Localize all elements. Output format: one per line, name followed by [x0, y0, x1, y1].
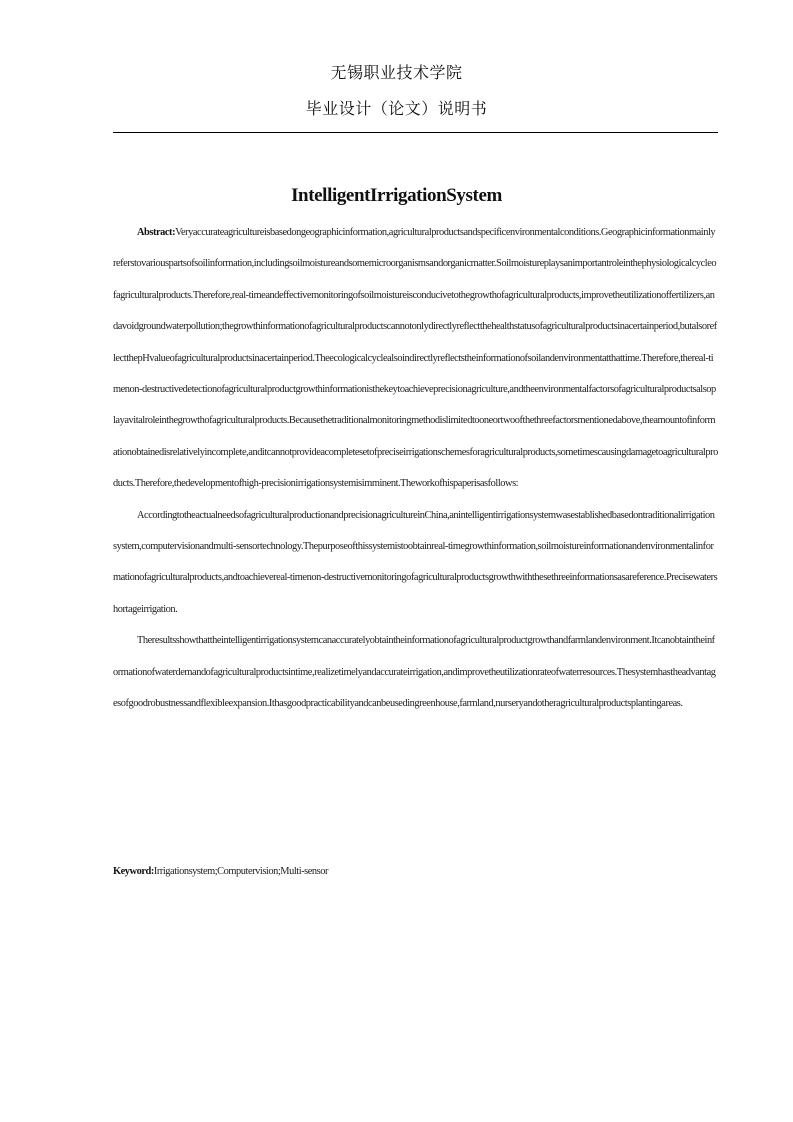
document-subtitle: 毕业设计（论文）说明书 — [305, 99, 488, 118]
abstract-paragraph-3: Theresultsshowthattheintelligentirrigationsystemcanaccuratelyobtaintheinformationofagriculturalproductgrowthandfarmlandenvironment.Itcanobtaintheinformationofwaterdemandofagriculturalproductsintime,realizetimelyandaccurateirrigation,andimprovetheutilizationrateofwaterresources.Thesystemhastheadvantagesofgoodrobustnessandflexibleexpansion.Ithasgoodpracticabilityandcanbeusedingreenhouse,farmland,nurseryandotheragriculturalproductsplantingareas. — [113, 635, 716, 710]
keyword-label: Keyword: — [113, 866, 154, 877]
abstract-section — [113, 217, 718, 720]
abstract-label: Abstract: — [137, 227, 176, 238]
keyword-line — [113, 862, 718, 882]
school-name: 无锡职业技术学院 — [330, 63, 463, 82]
header-divider — [113, 132, 718, 133]
abstract-paragraph-2: AccordingtotheactualneedsofagriculturalproductionandprecisionagricultureinChina,anintelligentirrigationsystemwasestablishedbasedontraditionalirrigationsystem,computervisionandmulti-sensortechnology.Thepurposeofthissystemistoobtainreal-timegrowthinformation,soilmoistureinformationandenvironmentalinformationofagriculturalproducts,andtoachievereal-timenon-destructivemonitoringofagriculturalproductsgrowthwiththesethreeinformationsasareference.Precisewatershortageirrigation. — [113, 509, 718, 615]
keyword-text: Irrigationsystem;Computervision;Multi-sensor — [153, 866, 328, 877]
abstract-paragraph-1 — [113, 217, 718, 500]
paper-title: IntelligentIrrigationSystem — [291, 185, 502, 206]
abstract-paragraph-1-text: Veryaccurateagricultureisbasedongeographicinformation,agriculturalproductsandspecificenvironmentalconditions.Geographicinformationmainlyreferstovariouspartsofsoilinformation,includingsoilmoistureandsomemicroorganismsandorganicmatter.Soilmoistureplaysanimportantroleinthephysiologicalcycleofagriculturalproducts.Therefore,real-timeandeffectivemonitoringofsoilmoistureisconducivetothegrowthofagriculturalproducts,improvetheutilizationoffertilizers,andavoidgroundwaterpollution;thegrowthinformationofagriculturalproductscannotonlydirectlyreflectthehealthstatusofagriculturalproductsinacertainperiod,butalsoreflectthepHvalueofagriculturalproductsinacertainperiod.Theecologicalcyclealsoindirectlyreflectstheinformationofsoilandenvironmentatthattime.Therefore,thereal-timenon-destructivedetectionofagriculturalproductgrowthinformationisthekeytoachieveprecisionagriculture,andtheenvironmentalfactorsofagriculturalproductsalsoplayavitalroleinthegrowthofagriculturalproducts.Becausethetraditionalmonitoringmethodislimitedtooneortwoofthethreefactorsmentionedabove,theamountofinformationobtainedisrelativelyincomplete,anditcannotprovideacompletesetofpreciseirrigationschemesforagriculturalproducts,sometimescausingdamagetoagriculturalproducts.Therefore,thedevelopmentofhigh-precisionirrigationsystemisimminent.Theworkofhispaperisasfollows: — [113, 227, 718, 490]
